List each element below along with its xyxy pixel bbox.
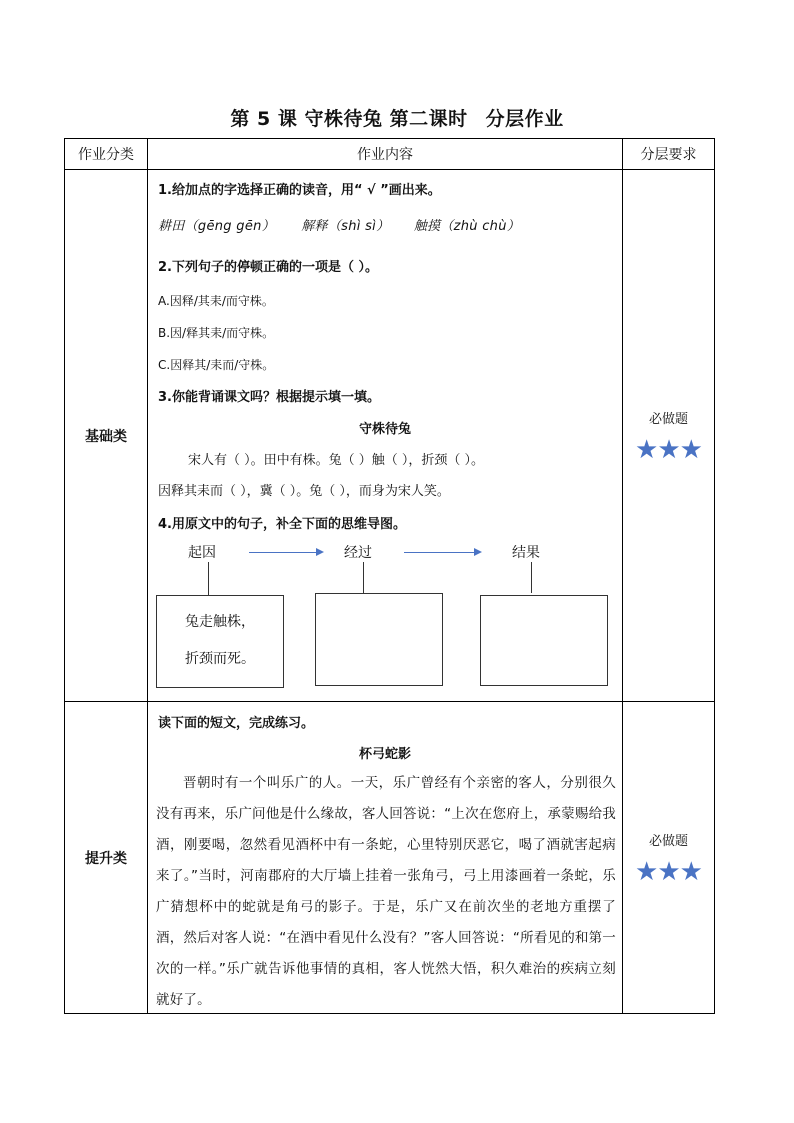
q1-prompt: 1.给加点的字选择正确的读音，用“ √ ”画出来。 — [158, 183, 441, 198]
passage-title: 杯弓蛇影 — [358, 747, 411, 762]
passage-prompt: 读下面的短文，完成练习。 — [158, 716, 315, 731]
category-basic: 基础类 — [65, 170, 148, 702]
homework-table — [64, 138, 715, 1014]
mindmap-box-process[interactable] — [315, 593, 443, 686]
q1-item: 解释（shì sì） — [301, 219, 390, 234]
mindmap-connector — [363, 562, 364, 593]
category-advanced: 提升类 — [65, 702, 148, 1014]
mindmap-arrow — [404, 552, 480, 553]
q2-option-b: B.因/释其耒/而守株。 — [158, 326, 275, 340]
star-rating: ★★★ — [635, 857, 702, 887]
q3-prompt: 3.你能背诵课文吗？根据提示填一填。 — [158, 390, 380, 405]
box-cause-line1: 兔走触株， — [185, 614, 255, 630]
star-rating: ★★★ — [635, 435, 702, 465]
q2-prompt: 2.下列句子的停顿正确的一项是（ ）。 — [158, 260, 379, 275]
q4-prompt: 4.用原文中的句子，补全下面的思维导图。 — [158, 517, 406, 532]
q2-option-c: C.因释其/耒而/守株。 — [158, 358, 275, 372]
requirement-label: 必做题 — [648, 834, 688, 849]
page-title — [0, 104, 794, 131]
mindmap-node-cause: 起因 — [188, 545, 216, 561]
q3-poem-title: 守株待兔 — [358, 422, 411, 437]
title-subtitle: 分层作业 — [485, 108, 564, 130]
header-content: 作业内容 — [148, 139, 623, 170]
q3-line1: 宋人有（ ）。田中有株。兔（ ）触（ ），折颈（ ）。 — [188, 453, 485, 468]
content-advanced — [148, 702, 623, 1014]
header-row — [65, 139, 715, 170]
requirement-basic — [623, 170, 715, 702]
mindmap-connector — [208, 562, 209, 595]
q1-items — [158, 215, 520, 234]
mindmap-arrow — [249, 552, 322, 553]
header-category: 作业分类 — [65, 139, 148, 170]
q1-item: 耕田（gēng gēn） — [158, 219, 275, 234]
row-basic — [65, 170, 715, 702]
requirement-label: 必做题 — [648, 412, 688, 427]
header-requirement: 分层要求 — [623, 139, 715, 170]
box-cause-line2: 折颈而死。 — [185, 651, 255, 667]
mindmap-box-cause — [156, 595, 284, 688]
requirement-advanced — [623, 702, 715, 1014]
q1-item: 触摸（zhù chù） — [413, 219, 521, 234]
q3-line2: 因释其耒而（ ），冀（ ）。兔（ ），而身为宋人笑。 — [158, 484, 450, 499]
title-lesson: 第 5 课 守株待兔 第二课时 — [230, 108, 468, 130]
mindmap-node-process: 经过 — [344, 545, 372, 561]
passage-text: 晋朝时有一个叫乐广的人。一天，乐广曾经有个亲密的客人，分别很久没有再来，乐广问他是什么缘故，客人回答说：“上次在您府上，承蒙赐给我酒，刚要喝，忽然看见酒杯中有一条蛇，心里特别厌恶它，喝了酒就害起病来了。”当时，河南郡府的大厅墙上挂着一张角弓，弓上用漆画着一条蛇，乐广猜想杯中的蛇就是角弓的影子。于是，乐广又在前次坐的老地方重摆了酒，然后对客人说：“在酒中看见什么没有？”客人回答说：“所看见的和第一次的一样。”乐广就告诉他事情的真相，客人恍然大悟，积久难治的疾病立刻就好了。 — [156, 775, 616, 1008]
q2-option-a: A.因释/其耒/而守株。 — [158, 294, 274, 308]
mindmap-connector — [531, 562, 532, 593]
mindmap-node-result: 结果 — [512, 545, 540, 561]
row-advanced — [65, 702, 715, 1014]
content-basic — [148, 170, 623, 702]
mindmap-box-result[interactable] — [480, 595, 608, 686]
